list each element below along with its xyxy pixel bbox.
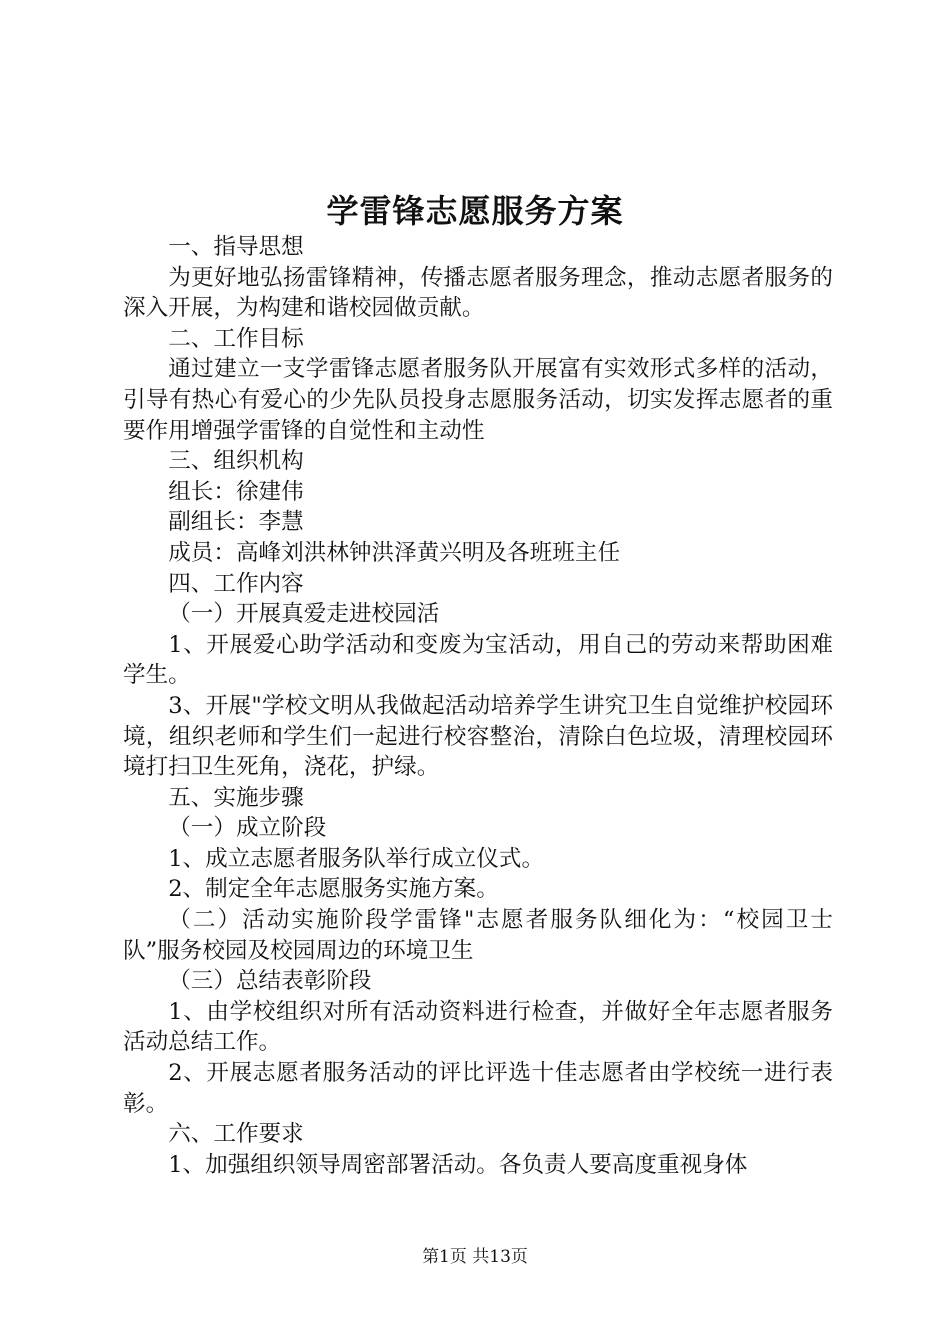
paragraph-requirement-item-1: 1、加强组织领导周密部署活动。各负责人要高度重视身体: [168, 1151, 748, 1178]
paragraph-content-item-1: 1、开展爱心助学活动和变废为宝活动，用自己的劳动来帮助困难学生。: [123, 631, 833, 689]
section-heading-work-requirements: 六、工作要求: [168, 1121, 304, 1148]
document-body: [123, 232, 833, 1180]
section-heading-organization: 三、组织机构: [168, 448, 304, 475]
paragraph-content-item-3: 3、开展"学校文明从我做起活动培养学生讲究卫生自觉维护校园环境，组织老师和学生们一起进行校容整治，清除白色垃圾，清理校园环境打扫卫生死角，浇花，护绿。: [123, 692, 833, 781]
paragraph-summary-item-1: 1、由学校组织对所有活动资料进行检查，并做好全年志愿者服务活动总结工作。: [123, 998, 833, 1056]
section-heading-guiding-thought: 一、指导思想: [168, 234, 304, 260]
paragraph-guiding-thought: 为更好地弘扬雷锋精神，传播志愿者服务理念，推动志愿者服务的深入开展，为构建和谐校园做贡献。: [123, 264, 833, 322]
paragraph-members: 成员：高峰刘洪林钟洪泽黄兴明及各班班主任: [168, 539, 621, 566]
subheading-summary-stage: （三）总结表彰阶段: [168, 968, 372, 995]
paragraph-deputy-leader: 副组长：李慧: [168, 509, 304, 536]
subheading-establish-stage: （一）成立阶段: [168, 815, 327, 842]
page-number-footer: 第1页 共13页: [422, 1247, 528, 1267]
section-heading-work-content: 四、工作内容: [168, 570, 304, 597]
subheading-true-love-campus: （一）开展真爱走进校园活: [168, 601, 440, 628]
paragraph-summary-item-2: 2、开展志愿者服务活动的评比评选十佳志愿者由学校统一进行表彰。: [123, 1060, 833, 1117]
document-title: 学雷锋志愿服务方案: [326, 192, 624, 230]
paragraph-leader: 组长：徐建伟: [168, 478, 304, 505]
paragraph-establish-item-1: 1、成立志愿者服务队举行成立仪式。: [168, 845, 545, 872]
section-heading-work-goal: 二、工作目标: [168, 325, 304, 352]
subheading-activity-stage: （二）活动实施阶段学雷锋"志愿者服务队细化为：“校园卫士队”服务校园及校园周边的环境卫生: [123, 907, 833, 964]
paragraph-work-goal: 通过建立一支学雷锋志愿者服务队开展富有实效形式多样的活动，引导有热心有爱心的少先队员投身志愿服务活动，切实发挥志愿者的重要作用增强学雷锋的自觉性和主动性: [123, 356, 833, 444]
section-heading-implementation: 五、实施步骤: [168, 784, 304, 811]
paragraph-establish-item-2: 2、制定全年志愿服务实施方案。: [168, 876, 499, 903]
